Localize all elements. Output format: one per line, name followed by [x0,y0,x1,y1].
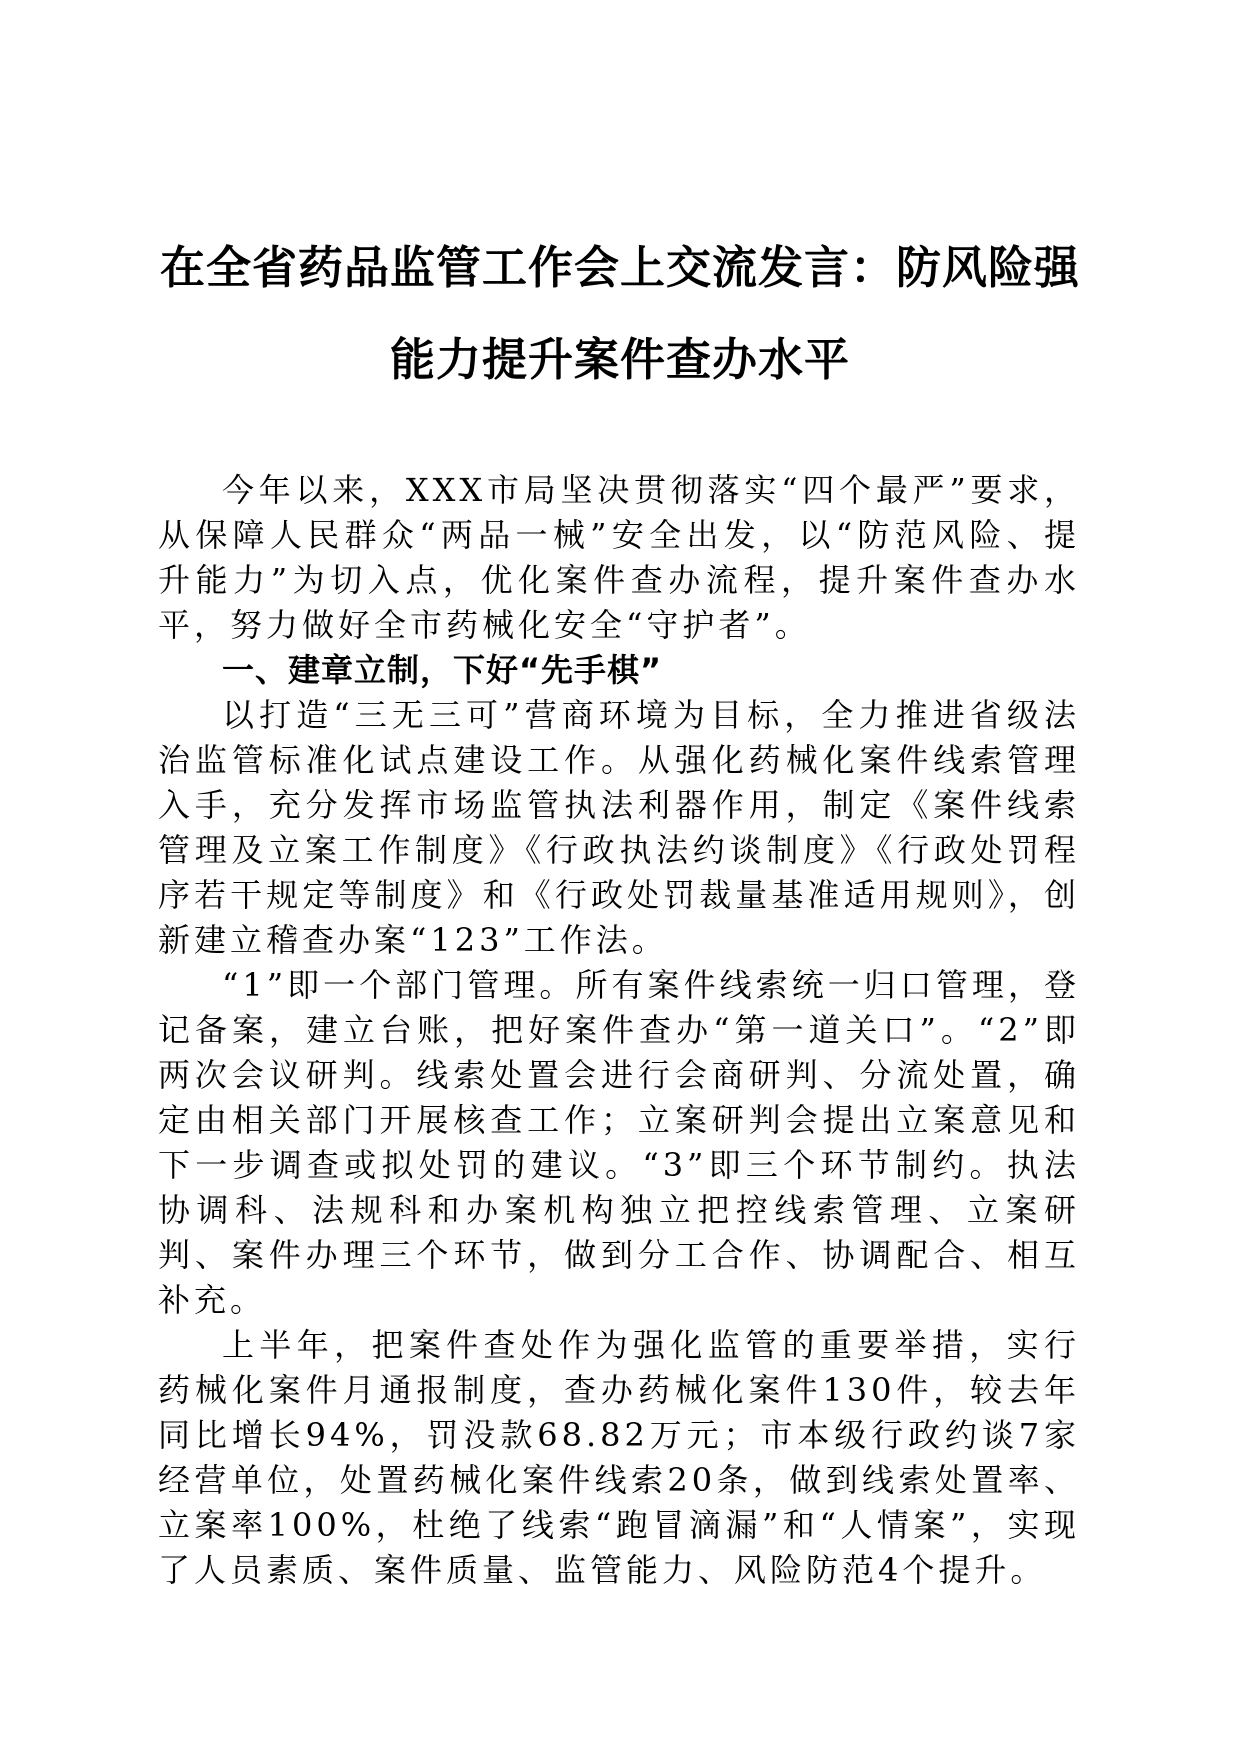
section-1-paragraph-2: “1”即一个部门管理。所有案件线索统一归口管理，登记备案，建立台账，把好案件查办“第一道关口”。“2”即两次会议研判。线索处置会进行会商研判、分流处置，确定由相关部门开展核查工作；立案研判会提出立案意见和下一步调查或拟处罚的建议。“3”即三个环节制约。执法协调科、法规科和办案机构独立把控线索管理、立案研判、案件办理三个环节，做到分工合作、协调配合、相互补充。 [158,966,1080,1319]
title-line-1: 在全省药品监管工作会上交流发言：防风险强 [159,241,1080,294]
section-1-paragraph-1: 以打造“三无三可”营商环境为目标，全力推进省级法治监管标准化试点建设工作。从强化药械化案件线索管理入手，充分发挥市场监管执法利器作用，制定《案件线索管理及立案工作制度》《行政执法约谈制度》《行政处罚程序若干规定等制度》和《行政处罚裁量基准适用规则》，创新建立稽查办案“123”工作法。 [158,696,1080,959]
title-line-2: 能力提升案件查办水平 [389,333,850,386]
document-title [140,222,1100,406]
document-body [158,468,1080,1593]
intro-paragraph: 今年以来，XXX市局坚决贯彻落实“四个最严”要求，从保障人民群众“两品一械”安全出发，以“防范风险、提升能力”为切入点，优化案件查办流程，提升案件查办水平，努力做好全市药械化安全“守护者”。 [158,471,1080,644]
section-1-paragraph-3: 上半年，把案件查处作为强化监管的重要举措，实行药械化案件月通报制度，查办药械化案件130件，较去年同比增长94%，罚没款68.82万元；市本级行政约谈7家经营单位，处置药械化案件线索20条，做到线索处置率、立案率100%，杜绝了线索“跑冒滴漏”和“人情案”，实现了人员素质、案件质量、监管能力、风险防范4个提升。 [158,1326,1080,1589]
section-1-heading: 一、建章立制，下好“先手棋” [222,651,663,689]
